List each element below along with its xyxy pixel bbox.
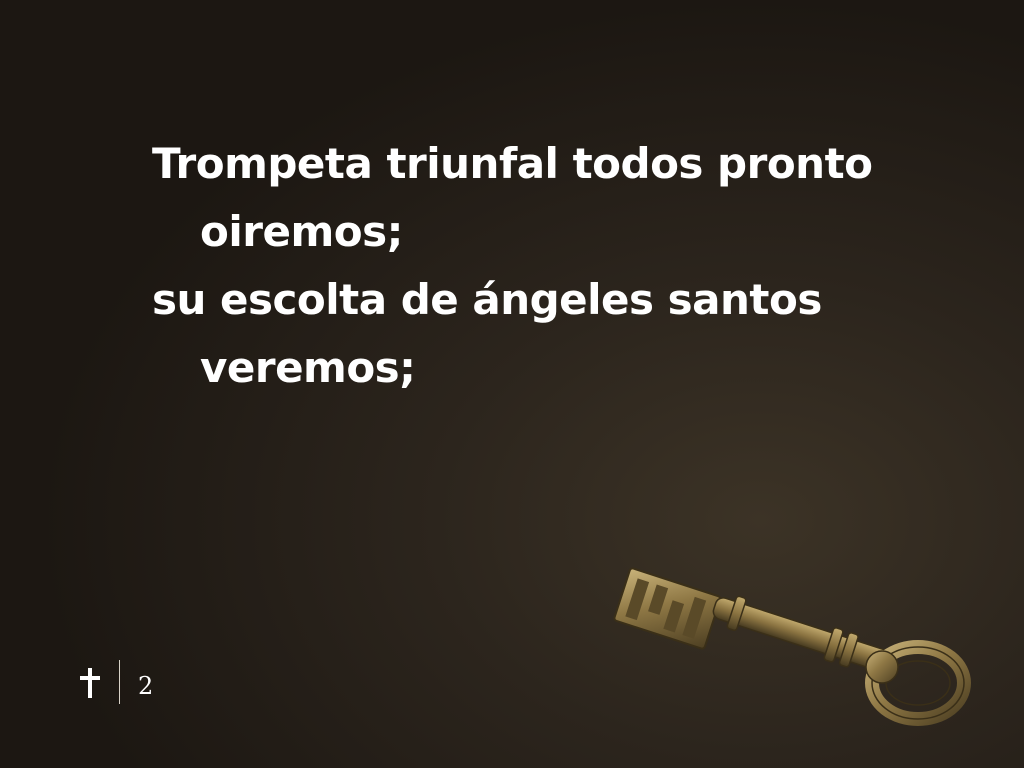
lyrics-text-block [152, 130, 912, 402]
footer-divider [119, 660, 120, 704]
lyric-line-1: Trompeta triunfal todos pronto [152, 139, 873, 188]
lyric-line-4: veremos; [200, 343, 416, 392]
lyric-line-3: su escolta de ángeles santos [152, 275, 822, 324]
page-number: 2 [138, 672, 154, 700]
key-icon [600, 555, 980, 740]
lyric-line-2: oiremos; [200, 207, 403, 256]
cross-icon [80, 668, 100, 698]
